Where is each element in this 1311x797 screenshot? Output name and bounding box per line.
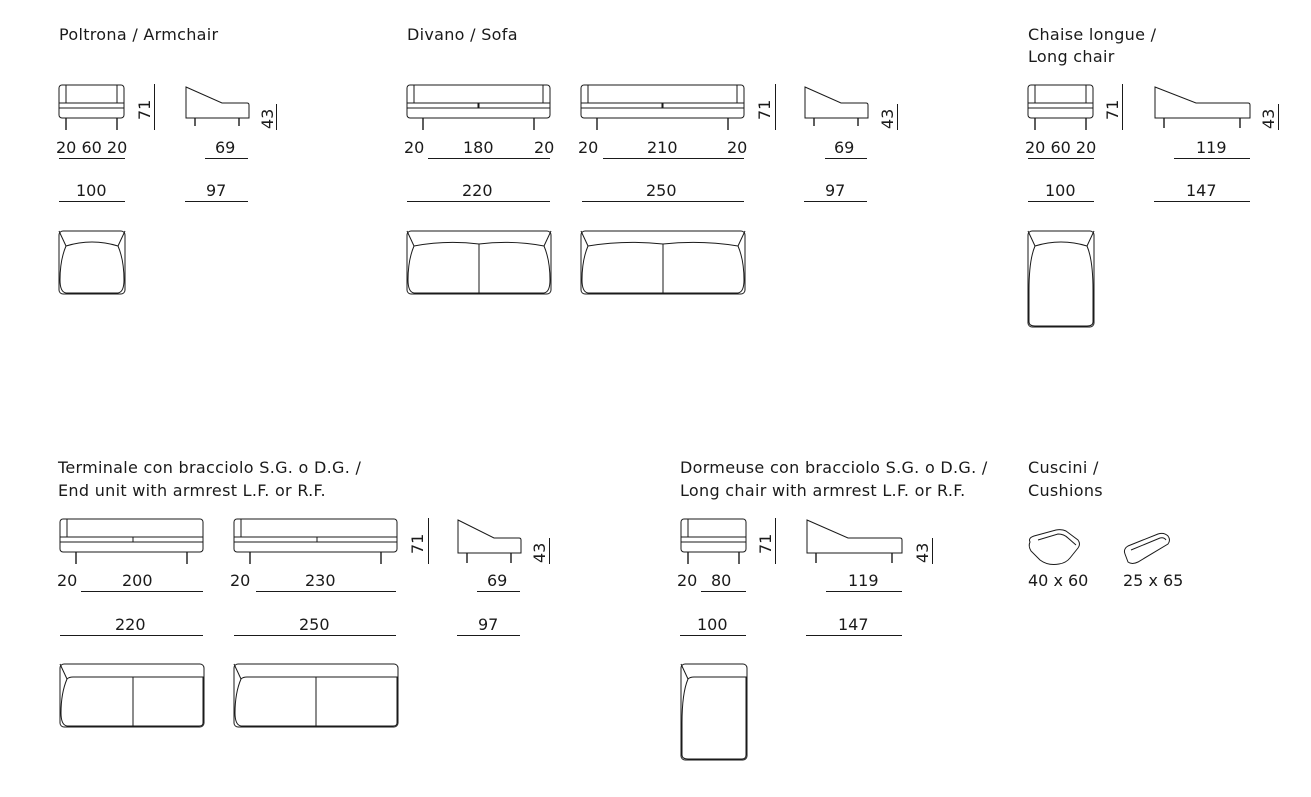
sofa250-front-rule: [603, 158, 744, 159]
sofa-total-depth-rule: [804, 201, 867, 202]
cushions-title-line1: Cuscini /: [1028, 458, 1099, 477]
dormeuse-total-depth: 147: [838, 615, 869, 634]
endunit220-top-view: [59, 663, 205, 729]
armchair-height-label: 71: [135, 99, 154, 120]
endunit-side-height-label: 43: [530, 542, 549, 563]
dormeuse-arm: 20: [677, 571, 698, 590]
dormeuse-top-view: [680, 663, 748, 763]
armchair-total-depth: 97: [206, 181, 227, 200]
cushion-25x65-drawing: [1122, 532, 1172, 566]
endunit220-front-view: [59, 518, 205, 568]
sofa-side-height-rule: [897, 104, 898, 130]
sofa220-top-view: [406, 230, 552, 296]
sofa250-front-view: [580, 84, 746, 134]
sofa-side-view: [804, 86, 869, 134]
armchair-top-view: [58, 230, 126, 296]
sofa250-arm-left: 20: [578, 138, 599, 157]
dormeuse-title-line1: Dormeuse con bracciolo S.G. o D.G. /: [680, 458, 988, 477]
endunit250-front-view: [233, 518, 399, 568]
armchair-height-rule: [154, 84, 155, 130]
sofa250-seat: 210: [647, 138, 678, 157]
dormeuse-height-label: 71: [756, 533, 775, 554]
dormeuse-front-rule: [701, 591, 746, 592]
chaise-height-rule: [1122, 84, 1123, 130]
dormeuse-title-line2: Long chair with armrest L.F. or R.F.: [680, 481, 966, 500]
sofa220-total: 220: [462, 181, 493, 200]
dormeuse-side-height-label: 43: [913, 542, 932, 563]
sofa220-arm-left: 20: [404, 138, 425, 157]
armchair-side-rule: [205, 158, 248, 159]
endunit250-front-rule: [256, 591, 396, 592]
sofa220-total-rule: [407, 201, 550, 202]
armchair-front-rule: [59, 158, 125, 159]
sofa-side-rule: [825, 158, 867, 159]
endunit220-seat: 200: [122, 571, 153, 590]
endunit250-top-view: [233, 663, 399, 729]
endunit220-front-rule: [81, 591, 203, 592]
cushion-40x60-label: 40 x 60: [1028, 571, 1089, 590]
chaise-total-depth-rule: [1154, 201, 1250, 202]
endunit250-total-rule: [234, 635, 396, 636]
sofa-height-rule: [775, 84, 776, 130]
armchair-title: Poltrona / Armchair: [59, 25, 219, 44]
chaise-side-depth: 119: [1196, 138, 1227, 157]
chaise-side-view: [1154, 86, 1252, 134]
endunit-title-line2: End unit with armrest L.F. or R.F.: [58, 481, 326, 500]
endunit-total-depth: 97: [478, 615, 499, 634]
sofa-title: Divano / Sofa: [407, 25, 518, 44]
endunit250-seat: 230: [305, 571, 336, 590]
chaise-front-view: [1027, 84, 1095, 134]
chaise-title-line1: Chaise longue /: [1028, 25, 1157, 44]
sofa-total-depth: 97: [825, 181, 846, 200]
endunit-height-label: 71: [408, 533, 427, 554]
sofa220-seat: 180: [463, 138, 494, 157]
chaise-side-height-label: 43: [1259, 108, 1278, 129]
endunit250-arm: 20: [230, 571, 251, 590]
sofa-side-height-label: 43: [878, 108, 897, 129]
endunit250-total: 250: [299, 615, 330, 634]
armchair-front-view: [58, 84, 126, 134]
chaise-total-width: 100: [1045, 181, 1076, 200]
endunit220-total-rule: [60, 635, 203, 636]
endunit220-arm: 20: [57, 571, 78, 590]
sofa220-arm-right: 20: [534, 138, 555, 157]
endunit-height-rule: [428, 518, 429, 564]
sofa250-total: 250: [646, 181, 677, 200]
chaise-total-width-rule: [1028, 201, 1094, 202]
chaise-top-view: [1027, 230, 1095, 330]
sofa220-front-view: [406, 84, 552, 134]
dormeuse-side-depth: 119: [848, 571, 879, 590]
dormeuse-front-view: [680, 518, 748, 568]
armchair-total-width-rule: [59, 201, 125, 202]
sofa250-total-rule: [582, 201, 744, 202]
armchair-total-width: 100: [76, 181, 107, 200]
chaise-height-label: 71: [1103, 99, 1122, 120]
sofa250-arm-right: 20: [727, 138, 748, 157]
chaise-side-height-rule: [1278, 104, 1279, 130]
dormeuse-total-width: 100: [697, 615, 728, 634]
endunit-side-rule: [477, 591, 520, 592]
armchair-front-widths: 20 60 20: [56, 138, 128, 157]
dormeuse-side-height-rule: [932, 538, 933, 564]
armchair-side-view: [185, 86, 250, 134]
chaise-side-rule: [1174, 158, 1250, 159]
sofa-side-depth: 69: [834, 138, 855, 157]
dormeuse-side-rule: [826, 591, 902, 592]
endunit-total-depth-rule: [457, 635, 520, 636]
endunit-title-line1: Terminale con bracciolo S.G. o D.G. /: [58, 458, 362, 477]
dormeuse-seat: 80: [711, 571, 732, 590]
armchair-total-depth-rule: [185, 201, 248, 202]
endunit-side-height-rule: [549, 538, 550, 564]
chaise-title-line2: Long chair: [1028, 47, 1115, 66]
cushions-title-line2: Cushions: [1028, 481, 1103, 500]
endunit-side-view: [457, 519, 522, 567]
endunit-side-depth: 69: [487, 571, 508, 590]
sofa-height-label: 71: [755, 99, 774, 120]
endunit220-total: 220: [115, 615, 146, 634]
sofa220-front-rule: [428, 158, 550, 159]
armchair-side-depth: 69: [215, 138, 236, 157]
chaise-total-depth: 147: [1186, 181, 1217, 200]
dormeuse-total-width-rule: [680, 635, 746, 636]
sofa250-top-view: [580, 230, 746, 296]
dormeuse-height-rule: [775, 518, 776, 564]
cushion-25x65-label: 25 x 65: [1123, 571, 1184, 590]
cushion-40x60-drawing: [1026, 528, 1082, 568]
dormeuse-side-view: [806, 519, 904, 567]
chaise-front-rule: [1028, 158, 1094, 159]
chaise-front-widths: 20 60 20: [1025, 138, 1097, 157]
armchair-side-height-label: 43: [258, 108, 277, 129]
dormeuse-total-depth-rule: [806, 635, 902, 636]
